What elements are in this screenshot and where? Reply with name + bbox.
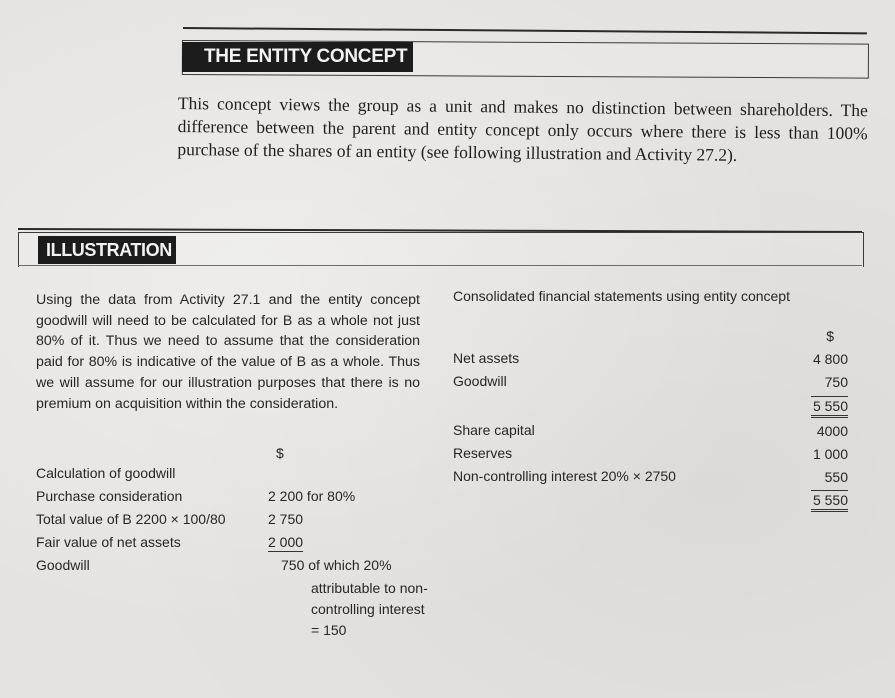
equity-total: 5 550 bbox=[811, 490, 848, 512]
goodwill-calc-title: Calculation of goodwill bbox=[36, 465, 176, 481]
goodwill-row-value: 750 of which 20% bbox=[281, 557, 392, 573]
goodwill-row-value: 2 750 bbox=[268, 511, 304, 527]
goodwill-row-value: 2 000 bbox=[268, 534, 304, 550]
statement-row-value: 1 000 bbox=[812, 446, 848, 462]
entity-concept-heading: THE ENTITY CONCEPT bbox=[182, 42, 413, 72]
goodwill-row-label: Goodwill bbox=[36, 557, 90, 573]
goodwill-row-label: Purchase consideration bbox=[36, 488, 183, 504]
goodwill-row-label: Fair value of net assets bbox=[36, 534, 181, 550]
goodwill-row-label: Total value of B 2200 × 100/80 bbox=[36, 511, 226, 527]
illustration-heading: ILLUSTRATION bbox=[38, 236, 176, 264]
statement-row-label: Goodwill bbox=[453, 373, 507, 389]
statement-row-label: Net assets bbox=[453, 350, 520, 366]
consolidated-currency-header: $ bbox=[826, 328, 834, 344]
statement-row-value: 4000 bbox=[816, 423, 848, 439]
goodwill-row-value: 2 200 for 80% bbox=[268, 488, 356, 504]
entity-concept-paragraph: This concept views the group as a unit and makes no distinction between shareholders. The difference between the parent and entity concept only occurs where there is less than 100% purchase of the shares of an entity (see following illustration and Activity 27.2). bbox=[177, 92, 868, 165]
assets-total: 5 550 bbox=[811, 396, 848, 418]
illustration-divider bbox=[18, 265, 862, 266]
statement-row-value: 4 800 bbox=[812, 351, 848, 367]
illustration-intro-paragraph: Using the data from Activity 27.1 and the entity concept goodwill will need to be calculated for B as a whole not just 80% of it. Thus we need to assume that the consideration paid for 80% is indicative of the value of B as a whole. Thus we will assume for our illustration purposes that there is no premium on acquisition within the consideration. bbox=[36, 292, 420, 412]
goodwill-nci-note: attributable to non-controlling interest = 150 bbox=[311, 580, 428, 638]
consolidated-title: Consolidated financial statements using entity concept bbox=[453, 288, 790, 304]
statement-row-label: Share capital bbox=[453, 422, 535, 438]
statement-row-label: Non-controlling interest 20% × 2750 bbox=[453, 468, 676, 484]
statement-row-label: Reserves bbox=[453, 445, 513, 461]
statement-row-value: 550 bbox=[824, 469, 848, 485]
goodwill-currency-header: $ bbox=[276, 445, 284, 461]
statement-row-value: 750 bbox=[824, 374, 848, 390]
